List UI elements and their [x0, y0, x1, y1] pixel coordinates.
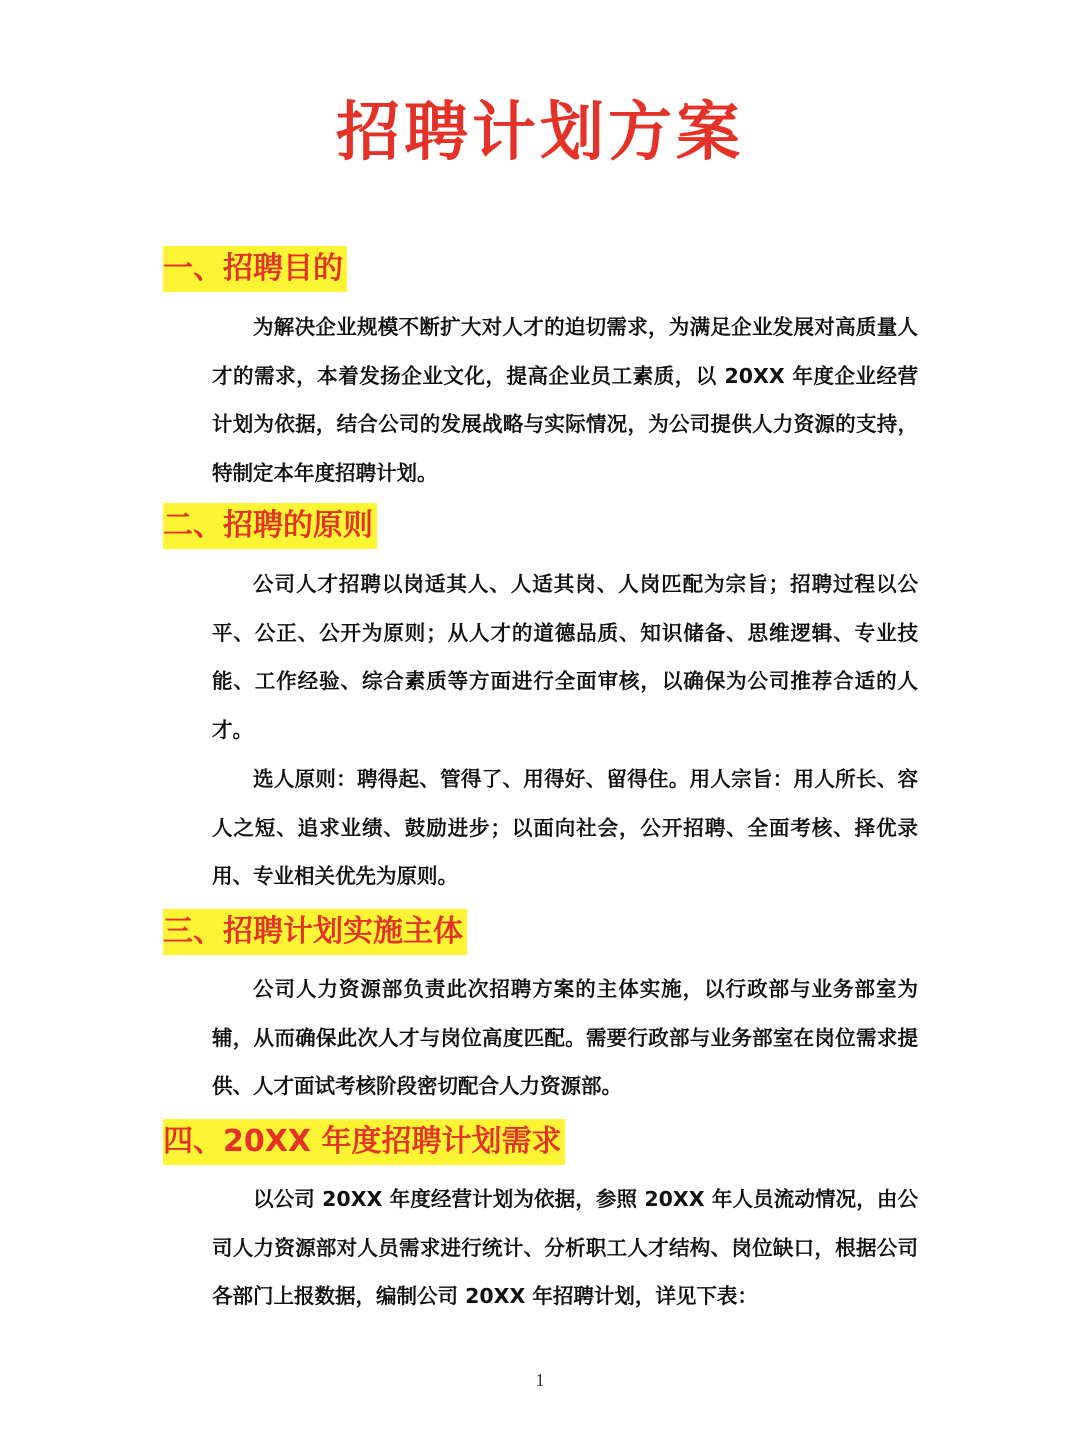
section-heading-annual-plan: 四、20XX 年度招聘计划需求: [163, 1119, 565, 1165]
paragraph-principles: 公司人才招聘以岗适其人、人适其岗、人岗匹配为宗旨；招聘过程以公平、公正、公开为原则；从人才的道德品质、知识储备、思维逻辑、专业技能、工作经验、综合素质等方面进行全面审核，以确保为公司推荐合适的人才。: [212, 572, 918, 742]
paragraph-selection-principles: 选人原则：聘得起、管得了、用得好、留得住。用人宗旨：用人所长、容人之短、追求业绩、鼓励进步；以面向社会，公开招聘、全面考核、择优录用、专业相关优先为原则。: [212, 767, 918, 888]
section-heading-purpose: 一、招聘目的: [163, 246, 347, 292]
section-heading-principles: 二、招聘的原则: [163, 503, 377, 549]
paragraph-annual-plan: 以公司 20XX 年度经营计划为依据，参照 20XX 年人员流动情况，由公司人力资源部对人员需求进行统计、分析职工人才结构、岗位缺口，根据公司各部门上报数据，编制公司 20XX 年招聘计划，详见下表：: [212, 1187, 918, 1308]
paragraph-implementation: 公司人力资源部负责此次招聘方案的主体实施，以行政部与业务部室为辅，从而确保此次人才与岗位高度匹配。需要行政部与业务部室在岗位需求提供、人才面试考核阶段密切配合人力资源部。: [212, 977, 918, 1098]
page-number: 1: [535, 1370, 545, 1390]
document-title: 招聘计划方案: [336, 95, 744, 170]
paragraph-purpose: 为解决企业规模不断扩大对人才的迫切需求，为满足企业发展对高质量人才的需求，本着发扬企业文化，提高企业员工素质，以 20XX 年度企业经营计划为依据，结合公司的发展战略与实际情况，为公司提供人力资源的支持，特制定本年度招聘计划。: [212, 315, 918, 485]
section-heading-implementation: 三、招聘计划实施主体: [163, 909, 467, 955]
